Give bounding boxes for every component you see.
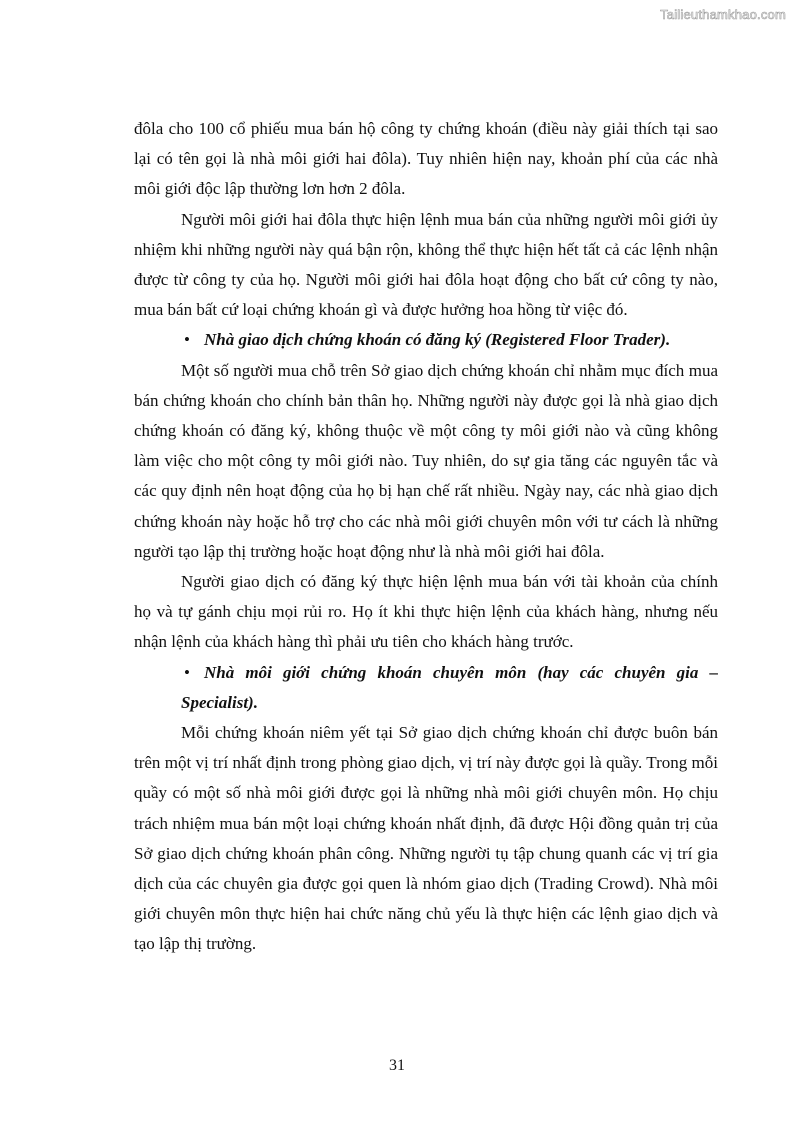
paragraph-two-dollar-broker: Người môi giới hai đôla thực hiện lệnh mua bán của những người môi giới ủy nhiệm khi những người này quá bận rộn, không thể thực hiện hết tất cả các lệnh nhận được từ công ty của họ. Người môi giới hai đôla hoạt động cho bất cứ công ty nào, mua bán bất cứ loại chứng khoán gì và được hưởng hoa hồng từ việc đó. [134, 209, 718, 320]
paragraph-registered-trader-description: Một số người mua chỗ trên Sở giao dịch chứng khoán chỉ nhằm mục đích mua bán chứng khoán cho chính bản thân họ. Những người này được gọi là nhà giao dịch chứng khoán có đăng ký, không thuộc về một công ty môi giới nào và cũng không làm việc cho một công ty môi giới nào. Tuy nhiên, do sự gia tăng các nguyên tắc và các quy định nên hoạt động của họ bị hạn chế rất nhiều. Ngày nay, các nhà giao dịch chứng khoán này hoặc hỗ trợ cho các nhà môi giới chuyên môn với tư cách là những người tạo lập thị trường hoặc hoạt động như là nhà môi giới hai đôla. [134, 360, 718, 561]
bullet-icon: • [184, 330, 190, 350]
paragraph-continuation: đôla cho 100 cổ phiếu mua bán hộ công ty chứng khoán (điều này giải thích tại sao lại có tên gọi là nhà môi giới hai đôla). Tuy nhiên hiện nay, khoản phí của các nhà môi giới độc lập thường lơn hơn 2 đôla. [134, 119, 718, 199]
bullet-heading-registered-floor-trader: Nhà giao dịch chứng khoán có đăng ký (Registered Floor Trader). [204, 330, 671, 350]
watermark: Tailieuthamkhao.com [660, 7, 786, 22]
page-body [134, 114, 718, 960]
page-number: 31 [389, 1057, 405, 1074]
bullet-registered-floor-trader [134, 325, 718, 355]
paragraph-specialist-description: Mỗi chứng khoán niêm yết tại Sở giao dịch chứng khoán chỉ được buôn bán trên một vị trí nhất định trong phòng giao dịch, vị trí này được gọi là quầy. Trong mỗi quầy có một số nhà môi giới được gọi là những nhà môi giới chuyên môn. Họ chịu trách nhiệm mua bán một loại chứng khoán nhất định, đã được Hội đồng quản trị của Sở giao dịch chứng khoán phân công. Những người tụ tập chung quanh các vị trí gia dịch của các chuyên gia được gọi quen là nhóm giao dịch (Trading Crowd). Nhà môi giới chuyên môn thực hiện hai chức năng chủ yếu là thực hiện các lệnh giao dịch và tạo lập thị trường. [134, 723, 718, 954]
paragraph-registered-trader-orders: Người giao dịch có đăng ký thực hiện lệnh mua bán với tài khoản của chính họ và tự gánh chịu mọi rủi ro. Họ ít khi thực hiện lệnh của khách hàng, nhưng nếu nhận lệnh của khách hàng thì phải ưu tiên cho khách hàng trước. [134, 572, 718, 652]
bullet-specialist [134, 658, 718, 718]
bullet-heading-specialist: Nhà môi giới chứng khoán chuyên môn (hay các chuyên gia – Specialist). [181, 662, 718, 712]
bullet-icon: • [184, 662, 190, 682]
